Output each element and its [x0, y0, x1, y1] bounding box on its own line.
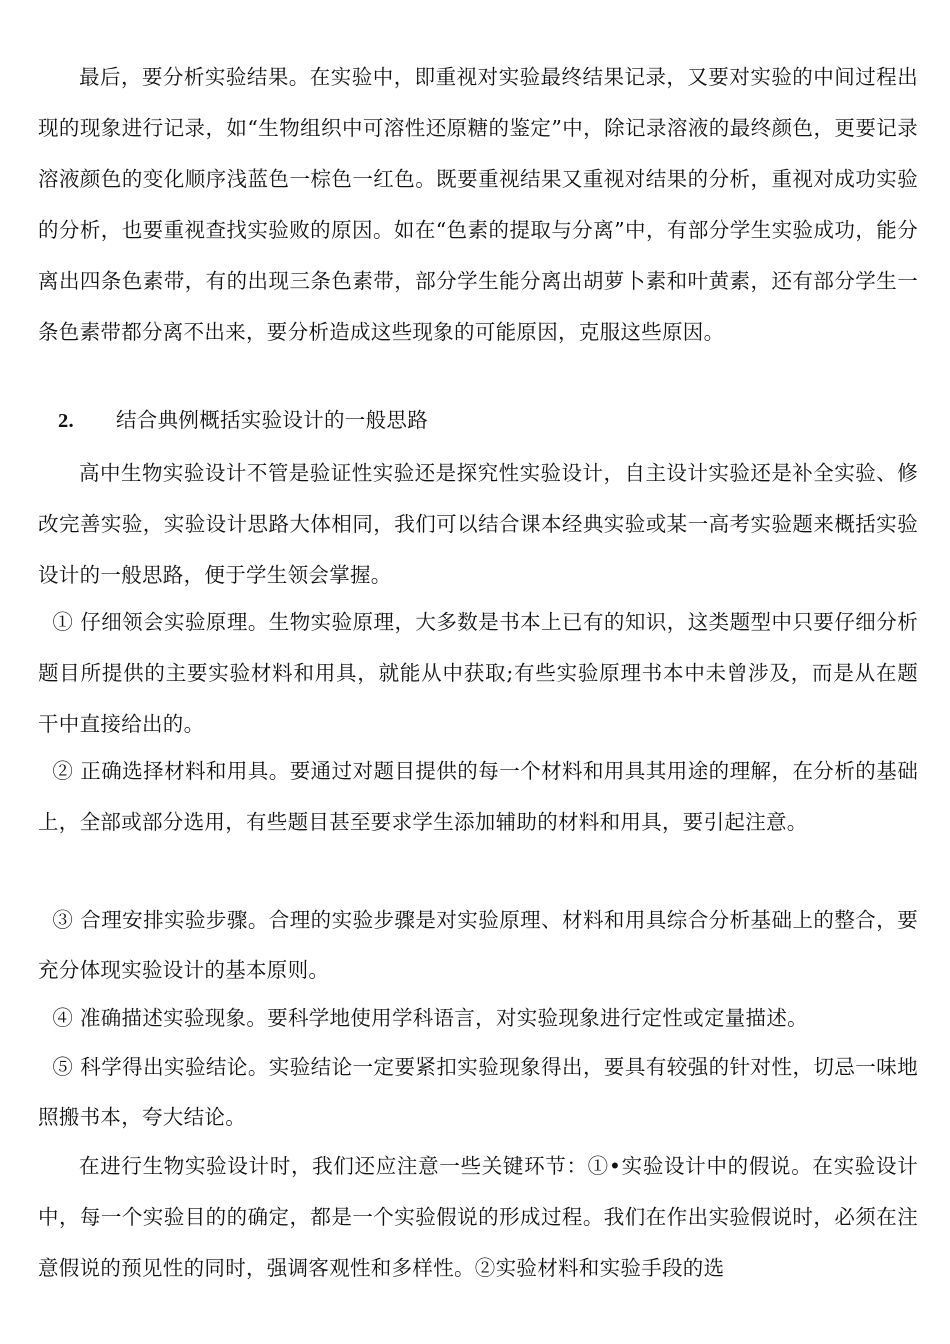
list-item-step-3: ③ 合理安排实验步骤。合理的实验步骤是对实验原理、材料和用具综合分析基础上的整合，要充分体现实验设计的基本原则。	[38, 908, 918, 982]
list-item-step-1: ① 仔细领会实验原理。生物实验原理，大多数是书本上已有的知识，这类题型中只要仔细分析题目所提供的主要实验材料和用具，就能从中获取;有些实验原理书本中未曾涉及，而是从在题干中直接给出的。	[38, 610, 918, 736]
list-item-step-5: ⑤ 科学得出实验结论。实验结论一定要紧扣实验现象得出，要具有较强的针对性，切忌一味地照搬书本，夸大结论。	[38, 1055, 918, 1129]
section-number: 2.	[58, 410, 74, 432]
list-item-step-4: ④ 准确描述实验现象。要科学地使用学科语言，对实验现象进行定性或定量描述。	[52, 1006, 808, 1030]
paragraph-key-steps: 在进行生物实验设计时，我们还应注意一些关键环节：①•实验设计中的假说。在实验设计中，每一个实验目的的确定，都是一个实验假说的形成过程。我们在作出实验假说时，必须在注意假说的预见性的同时，强调客观性和多样性。②实验材料和实验手段的选	[38, 1154, 918, 1280]
paragraph-analyze-results: 最后，要分析实验结果。在实验中，即重视对实验最终结果记录，又要对实验的中间过程出现的现象进行记录，如“生物组织中可溶性还原糖的鉴定”中，除记录溶液的最终颜色，更要记录溶液颜色的变化顺序浅蓝色一棕色一红色。既要重视结果又重视对结果的分析，重视对成功实验的分析，也要重视查找实验败的原因。如在“色素的提取与分离”中，有部分学生实验成功，能分离出四条色素带，有的出现三条色素带，部分学生能分离出胡萝卜素和叶黄素，还有部分学生一条色素带都分离不出来，要分析造成这些现象的可能原因，克服这些原因。	[38, 65, 918, 344]
section-title: 结合典例概括实验设计的一般思路	[116, 408, 428, 432]
list-item-step-2: ② 正确选择材料和用具。要通过对题目提供的每一个材料和用具其用途的理解，在分析的基础上，全部或部分选用，有些题目甚至要求学生添加辅助的材料和用具，要引起注意。	[38, 759, 918, 834]
paragraph-design-overview: 高中生物实验设计不管是验证性实验还是探究性实验设计，自主设计实验还是补全实验、修改完善实验，实验设计思路大体相同，我们可以结合课本经典实验或某一高考实验题来概括实验设计的一般思路，便于学生领会掌握。	[38, 461, 918, 587]
section-heading	[58, 400, 428, 441]
